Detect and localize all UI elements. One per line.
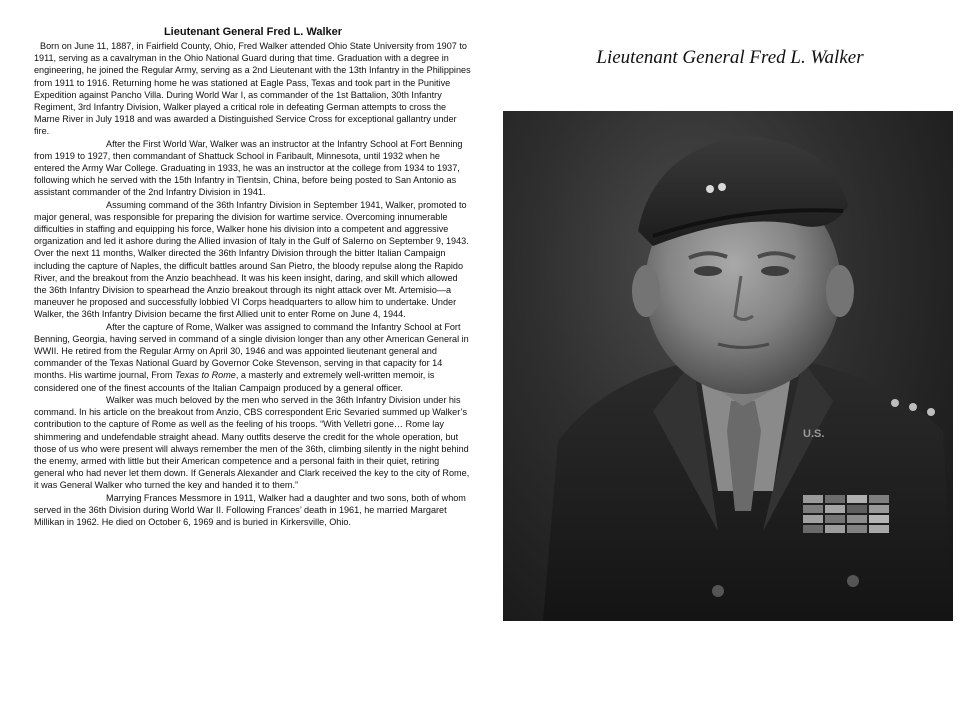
biography-paragraph <box>34 394 472 492</box>
paragraph-text: Walker was much beloved by the men who served in the 36th Infantry Division under his command. In his article on the breakout from Anzio, CBS correspondent Eric Sevaried summed up Walker’s contribution to the capture of Rome as well as the feeling of his troops. “With Velletri gone… Rome lay shimmering and undefendable straight ahead. Many outfits deserve the credit for the whole operation, but those of us who were present will always remember the men of the 36th, climbing silently in the night behind the enemy, armed with little but their American competence and a personal faith in their quiet, retiring general who had never let them down. If Generals Alexander and Clark received the key to the city of Rome, it was General Walker who turned the key and handed it to them.” <box>34 394 470 491</box>
shoulder-star-3 <box>927 408 935 416</box>
eye-left <box>694 266 722 276</box>
biography-paragraph <box>34 199 472 321</box>
book-title: Texas to Rome <box>175 370 236 381</box>
collar-insignia: U.S. <box>803 428 825 440</box>
shoulder-star-1 <box>891 399 899 407</box>
paragraph-text: , a masterly and extremely well-written memoir, is considered one of the finest accounts of the Italian Campaign produced by a general officer. <box>34 370 435 393</box>
portrait-caption: Lieutenant General Fred L. Walker <box>596 47 864 68</box>
portrait-photo <box>503 111 953 621</box>
biography-paragraph <box>34 40 472 138</box>
portrait-illustration <box>503 111 953 621</box>
cap-star-1 <box>706 185 714 193</box>
cap-star-2 <box>718 183 726 191</box>
biography-paragraph <box>34 492 472 529</box>
biography-title: Lieutenant General Fred L. Walker <box>163 26 343 38</box>
paragraph-text: Assuming command of the 36th Infantry Division in September 1941, Walker, promoted to major general, was responsible for preparing the division for wartime service. Overcoming innumerable difficulties in staffing and equipping his force, Walker hone his division into a competent and aggressive organization and led it ashore during the Allied invasion of Italy in the Gulf of Salerno on September 9, 1943. Over the next 11 months, Walker directed the 36th Infantry Division through the bitter Italian Campaign including the capture of Naples, the difficult battles around San Pietro, the bloody repulse along the Rapido River, and the breakout from the Anzio beachhead. It was his keen insight, daring, and skill which allowed the 36th Infantry Division to spearhead the Anzio breakout through its night attack over Mt. Artemisio—a maneuver he proposed and successfully lobbied VI Corps headquarters to allow him to undertake. Under Walker, the 36th Infantry Division became the first Allied unit to enter Rome on June 4, 1944. <box>34 199 469 320</box>
paragraph-text: After the First World War, Walker was an instructor at the Infantry School at Fort Benning from 1919 to 1927, then commandant of Shattuck School in Faribault, Minnesota, until 1932 when he entered the Army War College. Graduating in 1933, he was an instructor at the college from 1934 to 1937, following which he served with the 15th Infantry in Tientsin, China, before being posted to San Antonio as assistant commander of the 2nd Infantry Division in 1941. <box>34 138 463 198</box>
eye-right <box>761 266 789 276</box>
ear-left <box>632 265 660 317</box>
biography-paragraph <box>34 321 472 394</box>
biography-text <box>34 26 472 528</box>
paragraph-text: Born on June 11, 1887, in Fairfield County, Ohio, Fred Walker attended Ohio State University from 1907 to 1911, serving as a cavalryman in the Ohio National Guard during that time. Graduation with a degree in engineering, he joined the Regular Army, serving as a 2nd Lieutenant with the 13th Infantry in the Philippines from 1911 to 1916. Returning home he was stationed at Eagle Pass, Texas and took part in the Punitive Expedition against Pancho Villa. During World War I, as commander of the 1st Battalion, 30th Infantry Regiment, 3rd Infantry Division, Walker played a critical role in defeating German attempts to cross the Marne River in July 1918 and was awarded a Distinguished Service Cross for exceptional gallantry under fire. <box>34 41 471 137</box>
jacket-button-1 <box>712 585 724 597</box>
biography-paragraph <box>34 138 472 199</box>
biography-body <box>34 40 472 528</box>
jacket-button-2 <box>847 575 859 587</box>
shoulder-star-2 <box>909 403 917 411</box>
paragraph-text: Marrying Frances Messmore in 1911, Walker had a daughter and two sons, both of whom served in the 36th Division during World War II. Following Frances’ death in 1961, he married Margaret Millikan in 1962. He died on October 6, 1969 and is buried in Kirkersville, Ohio. <box>34 492 466 527</box>
ear-right <box>826 265 854 317</box>
paragraph-text: After the capture of Rome, Walker was assigned to command the Infantry School at Fort Benning, Georgia, having served in command of a single division longer than any other American General in WWII. He retired from the Regular Army on April 30, 1946 and was appointed lieutenant general and commander of the Texas National Guard by Governor Coke Stevenson, serving in that capacity for 14 months. His wartime journal, From <box>34 321 469 381</box>
